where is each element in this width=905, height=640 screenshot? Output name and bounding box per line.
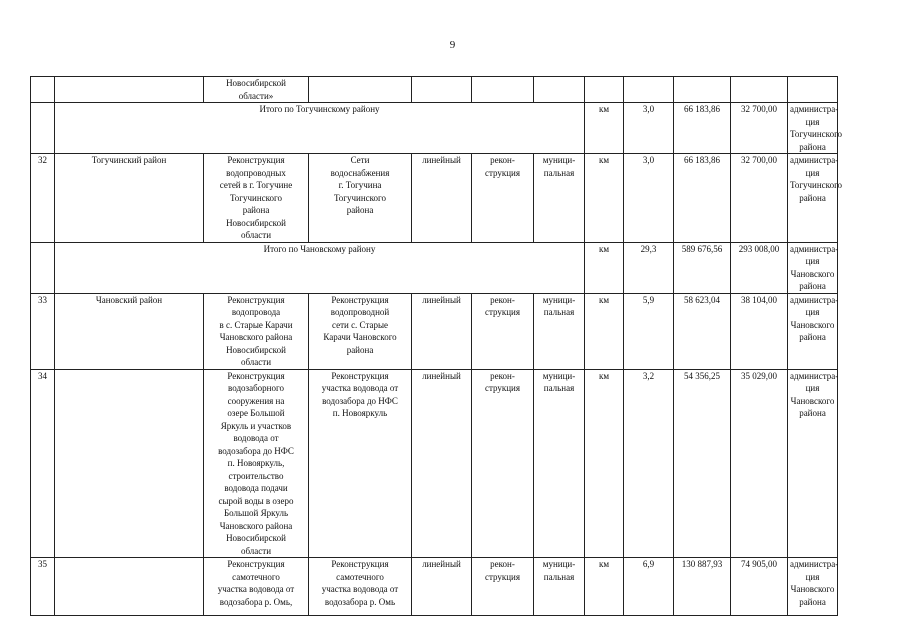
customer-cell (788, 77, 838, 103)
ownership-cell: муници- пальная (534, 558, 585, 616)
type-cell: линейный (412, 558, 472, 616)
quantity-cell: 5,9 (624, 293, 674, 369)
customer-cell: администра- ция Чановского района (788, 242, 838, 293)
object-cell: Реконструкция водопровода в с. Старые Карачи Чановского района Новосибирской области (204, 293, 309, 369)
table-row (31, 293, 838, 369)
row-number: 34 (31, 369, 55, 558)
work-cell (472, 77, 534, 103)
work-cell: рекон- струкция (472, 369, 534, 558)
ownership-cell: муници- пальная (534, 369, 585, 558)
unit-cell: км (585, 154, 624, 243)
unit-cell: км (585, 293, 624, 369)
row-number (31, 242, 55, 293)
funding-cell: 32 700,00 (731, 154, 788, 243)
facility-cell: Реконструкция самотечного участка водовода от водозабора р. Омь (309, 558, 412, 616)
cost-cell: 54 356,25 (674, 369, 731, 558)
quantity-cell: 3,2 (624, 369, 674, 558)
district-cell (55, 558, 204, 616)
unit-cell: км (585, 242, 624, 293)
row-number: 33 (31, 293, 55, 369)
facility-cell: Реконструкция участка водовода от водозабора до НФС п. Новояркуль (309, 369, 412, 558)
cost-cell: 66 183,86 (674, 154, 731, 243)
object-cell: Реконструкция водопроводных сетей в г. Тогучине Тогучинского района Новосибирской области (204, 154, 309, 243)
customer-cell: администра- ция Тогучинского района (788, 154, 838, 243)
work-cell: рекон- струкция (472, 558, 534, 616)
total-row (31, 242, 838, 293)
funding-cell: 293 008,00 (731, 242, 788, 293)
object-cell: Реконструкция самотечного участка водовода от водозабора р. Омь, (204, 558, 309, 616)
customer-cell: администра- ция Тогучинского района (788, 103, 838, 154)
ownership-cell (534, 77, 585, 103)
quantity-cell: 3,0 (624, 103, 674, 154)
table-row (31, 154, 838, 243)
total-row (31, 103, 838, 154)
funding-cell: 38 104,00 (731, 293, 788, 369)
table-row (31, 558, 838, 616)
district-cell (55, 77, 204, 103)
row-number (31, 77, 55, 103)
district-cell (55, 369, 204, 558)
total-label: Итого по Чановскому району (55, 242, 585, 293)
work-cell: рекон- струкция (472, 293, 534, 369)
facility-cell: Сети водоснабжения г. Тогучина Тогучинского района (309, 154, 412, 243)
row-number: 35 (31, 558, 55, 616)
total-label: Итого по Тогучинскому району (55, 103, 585, 154)
funding-cell: 32 700,00 (731, 103, 788, 154)
table-row (31, 77, 838, 103)
table-row (31, 369, 838, 558)
quantity-cell: 3,0 (624, 154, 674, 243)
unit-cell: км (585, 103, 624, 154)
work-cell: рекон- струкция (472, 154, 534, 243)
type-cell: линейный (412, 293, 472, 369)
district-cell: Тогучинский район (55, 154, 204, 243)
row-number (31, 103, 55, 154)
quantity-cell: 6,9 (624, 558, 674, 616)
object-cell: Реконструкция водозаборного сооружения на озере Большой Яркуль и участков водовода от водозабора до НФС п. Новояркуль, строительство водовода подачи сырой воды в озеро Большой Яркуль Чановского района Новосибирской области (204, 369, 309, 558)
cost-cell (674, 77, 731, 103)
row-number: 32 (31, 154, 55, 243)
cost-cell: 589 676,56 (674, 242, 731, 293)
ownership-cell: муници- пальная (534, 293, 585, 369)
object-cell: Новосибирской области» (204, 77, 309, 103)
funding-cell (731, 77, 788, 103)
page-number: 9 (449, 39, 456, 51)
data-table (30, 76, 843, 616)
customer-cell: администра- ция Чановского района (788, 369, 838, 558)
quantity-cell: 29,3 (624, 242, 674, 293)
type-cell: линейный (412, 154, 472, 243)
type-cell (412, 77, 472, 103)
quantity-cell (624, 77, 674, 103)
district-cell: Чановский район (55, 293, 204, 369)
facility-cell: Реконструкция водопроводной сети с. Старые Карачи Чановского района (309, 293, 412, 369)
cost-cell: 66 183,86 (674, 103, 731, 154)
cost-cell: 130 887,93 (674, 558, 731, 616)
facility-cell (309, 77, 412, 103)
funding-cell: 74 905,00 (731, 558, 788, 616)
cost-cell: 58 623,04 (674, 293, 731, 369)
customer-cell: администра- ция Чановского района (788, 293, 838, 369)
customer-cell: администра- ция Чановского района (788, 558, 838, 616)
type-cell: линейный (412, 369, 472, 558)
funding-cell: 35 029,00 (731, 369, 788, 558)
unit-cell (585, 77, 624, 103)
unit-cell: км (585, 369, 624, 558)
ownership-cell: муници- пальная (534, 154, 585, 243)
unit-cell: км (585, 558, 624, 616)
